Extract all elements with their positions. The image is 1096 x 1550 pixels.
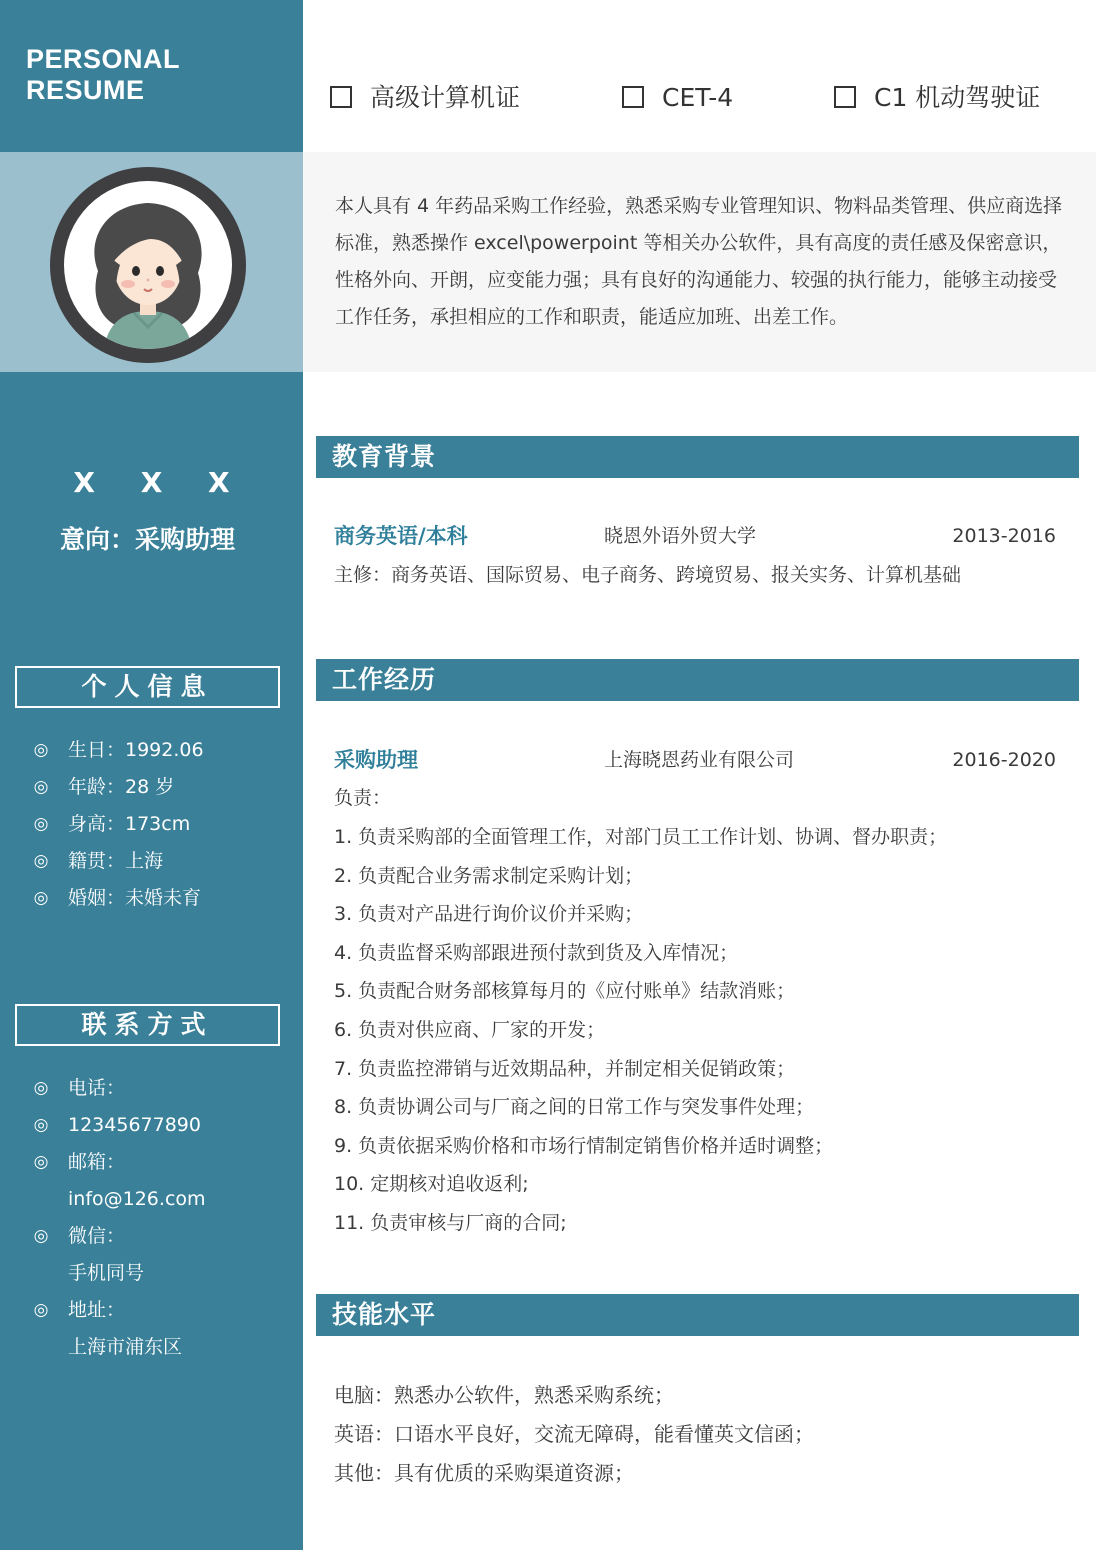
personal-info-heading: 个人信息 bbox=[15, 666, 280, 708]
duty-label: 负责： bbox=[334, 787, 392, 809]
list-item: 4. 负责监督采购部跟进预付款到货及入库情况； bbox=[334, 941, 739, 964]
self-summary: 本人具有 4 年药品采购工作经验，熟悉采购专业管理知识、物料品类管理、供应商选择标准，熟悉操作 excel\powerpoint 等相关办公软件，具有高度的责任感及保密意识，性格外向、开朗，应变能力强；具有良好的沟通能力、较强的执行能力，能够主动接受工作任务，承担相应的工作和职责，能适应加班、出差工作。 bbox=[335, 195, 1063, 328]
wechat-label: 微信： bbox=[68, 1225, 126, 1247]
certificate-label: C1 机动驾驶证 bbox=[874, 83, 1041, 112]
list-item: 其他：具有优质的采购渠道资源； bbox=[334, 1461, 634, 1485]
bullet-icon: ◎ bbox=[33, 814, 49, 834]
email-label-row bbox=[0, 1144, 303, 1181]
height: 身高：173cm bbox=[68, 813, 191, 835]
marital-row bbox=[0, 880, 303, 917]
list-item: 3. 负责对产品进行询价议价并采购； bbox=[334, 903, 644, 926]
birthday-row bbox=[0, 732, 303, 769]
education-major: 商务英语/本科 bbox=[334, 524, 468, 548]
age: 年龄：28 岁 bbox=[68, 776, 175, 798]
email-row bbox=[0, 1181, 303, 1218]
certificate-label: 高级计算机证 bbox=[370, 83, 521, 112]
avatar-portrait bbox=[64, 181, 232, 349]
list-item: 英语：口语水平良好，交流无障碍，能看懂英文信函； bbox=[334, 1422, 814, 1446]
bullet-icon: ◎ bbox=[33, 1078, 49, 1098]
checkbox-icon[interactable] bbox=[834, 86, 856, 108]
phone-number[interactable]: 12345677890 bbox=[68, 1114, 201, 1136]
address-label-row bbox=[0, 1292, 303, 1329]
work-entry bbox=[334, 742, 1056, 778]
education-entry bbox=[334, 518, 1056, 554]
email-address[interactable]: info@126.com bbox=[68, 1188, 206, 1210]
certificate-label: CET-4 bbox=[662, 83, 734, 112]
bullet-icon: ◎ bbox=[33, 1152, 49, 1172]
skills-heading: 技能水平 bbox=[332, 1300, 437, 1329]
certificate-item bbox=[622, 78, 733, 118]
checkbox-icon[interactable] bbox=[622, 86, 644, 108]
skills-list bbox=[334, 1376, 1074, 1493]
list-item: 9. 负责依据采购价格和市场行情制定销售价格并适时调整； bbox=[334, 1134, 834, 1157]
contact-heading: 联系方式 bbox=[15, 1004, 280, 1046]
phone-label-row bbox=[0, 1070, 303, 1107]
education-courses: 主修：商务英语、国际贸易、电子商务、跨境贸易、报关实务、计算机基础 bbox=[334, 564, 962, 586]
bullet-icon: ◎ bbox=[33, 1226, 49, 1246]
bullet-icon: ◎ bbox=[33, 1115, 49, 1135]
work-role: 采购助理 bbox=[334, 748, 418, 772]
list-item: 6. 负责对供应商、厂家的开发； bbox=[334, 1018, 606, 1041]
height-row bbox=[0, 806, 303, 843]
bullet-icon: ◎ bbox=[33, 777, 49, 797]
contact-list bbox=[0, 1070, 303, 1366]
hometown: 籍贯：上海 bbox=[68, 850, 164, 872]
education-heading: 教育背景 bbox=[332, 442, 437, 471]
address-row bbox=[0, 1329, 303, 1366]
education-period: 2013-2016 bbox=[952, 525, 1056, 547]
certificate-item bbox=[330, 78, 520, 118]
hometown-row bbox=[0, 843, 303, 880]
education-heading-bar bbox=[316, 436, 1079, 478]
certificate-item bbox=[834, 78, 1040, 118]
list-item: 10. 定期核对追收返利; bbox=[334, 1173, 529, 1196]
work-company: 上海晓恩药业有限公司 bbox=[604, 749, 795, 771]
resume-title-block bbox=[0, 0, 303, 152]
list-item: 电脑：熟悉办公软件，熟悉采购系统； bbox=[334, 1383, 674, 1407]
email-label: 邮箱： bbox=[68, 1151, 126, 1173]
wechat-row bbox=[0, 1255, 303, 1292]
list-item: 8. 负责协调公司与厂商之间的日常工作与突发事件处理； bbox=[334, 1096, 815, 1119]
birthday: 生日：1992.06 bbox=[68, 739, 204, 761]
bullet-icon: ◎ bbox=[33, 888, 49, 908]
age-row bbox=[0, 769, 303, 806]
avatar bbox=[50, 167, 246, 363]
list-item: 7. 负责监控滞销与近效期品种，并制定相关促销政策； bbox=[334, 1057, 796, 1080]
wechat-value: 手机同号 bbox=[68, 1262, 145, 1284]
phone-label: 电话： bbox=[68, 1077, 126, 1099]
address-value: 上海市浦东区 bbox=[68, 1336, 183, 1358]
wechat-label-row bbox=[0, 1218, 303, 1255]
checkbox-icon[interactable] bbox=[330, 86, 352, 108]
address-label: 地址： bbox=[68, 1299, 126, 1321]
girl-portrait-icon bbox=[64, 181, 232, 349]
work-heading: 工作经历 bbox=[332, 665, 437, 694]
list-item: 2. 负责配合业务需求制定采购计划； bbox=[334, 864, 644, 887]
resume-title: PERSONAL RESUME bbox=[26, 44, 180, 105]
marital-status: 婚姻：未婚未育 bbox=[68, 887, 202, 909]
candidate-name: X X X bbox=[73, 466, 248, 499]
job-intent: 意向：采购助理 bbox=[59, 525, 235, 554]
list-item: 11. 负责审核与厂商的合同; bbox=[334, 1211, 567, 1234]
personal-info-list bbox=[0, 732, 303, 917]
duty-list bbox=[334, 818, 1074, 1243]
work-heading-bar bbox=[316, 659, 1079, 701]
work-period: 2016-2020 bbox=[952, 749, 1056, 771]
list-item: 1. 负责采购部的全面管理工作，对部门员工工作计划、协调、督办职责； bbox=[334, 826, 948, 848]
bullet-icon: ◎ bbox=[33, 1300, 49, 1320]
bullet-icon: ◎ bbox=[33, 851, 49, 871]
skills-heading-bar bbox=[316, 1294, 1079, 1336]
certificates bbox=[330, 78, 1070, 118]
education-school: 晓恩外语外贸大学 bbox=[604, 525, 757, 547]
list-item: 5. 负责配合财务部核算每月的《应付账单》结款消账； bbox=[334, 980, 796, 1003]
phone-row bbox=[0, 1107, 303, 1144]
bullet-icon: ◎ bbox=[33, 740, 49, 760]
